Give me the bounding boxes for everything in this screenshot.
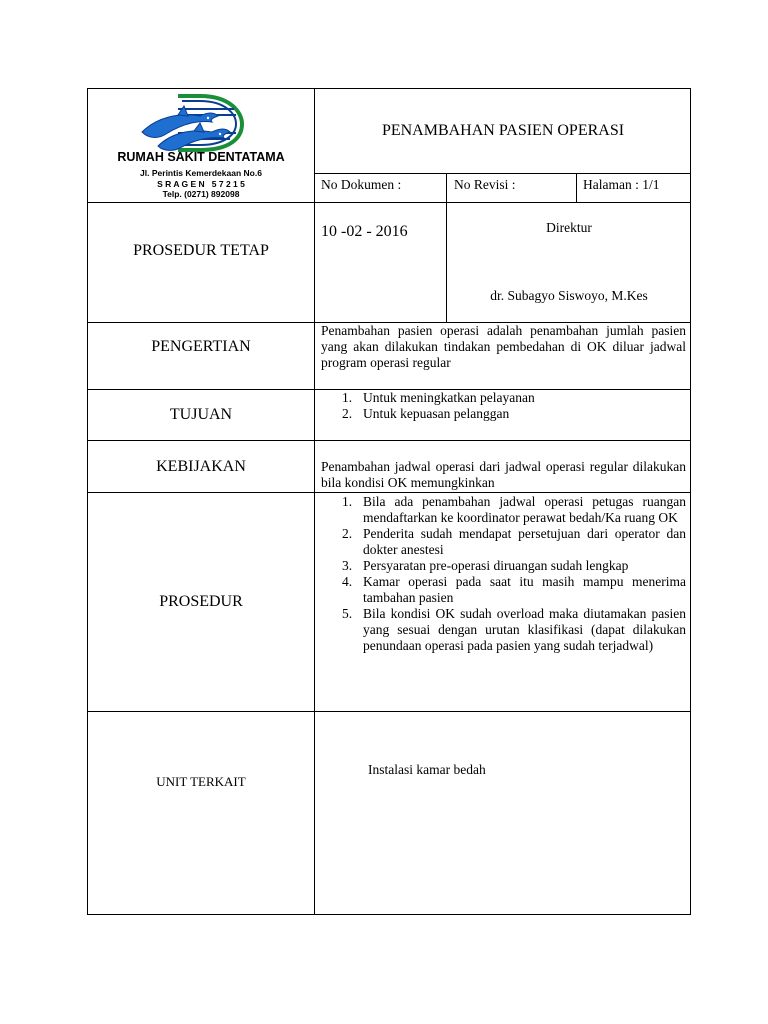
unit-terkait-label: UNIT TERKAIT bbox=[156, 774, 246, 789]
prosedur-list bbox=[336, 494, 686, 654]
kebijakan-label: KEBIJAKAN bbox=[156, 457, 246, 475]
no-dokumen-label: No Dokumen : bbox=[321, 177, 402, 192]
pengertian-label: PENGERTIAN bbox=[151, 338, 251, 355]
pengertian-text: Penambahan pasien operasi adalah penambahan jumlah pasien yang akan dilakukan tindakan pembedahan di OK diluar jadwal program operasi regular bbox=[321, 323, 686, 370]
halaman-divider bbox=[576, 173, 577, 202]
signer-name: dr. Subagyo Siswoyo, M.Kes bbox=[490, 288, 648, 303]
kebijakan-text: Penambahan jadwal operasi dari jadwal operasi regular dilakukan bila kondisi OK memungkinkan bbox=[321, 459, 686, 490]
title-divider bbox=[315, 173, 691, 174]
prosedur-label: PROSEDUR bbox=[159, 593, 243, 610]
list-item: 1. Untuk meningkatkan pelayanan bbox=[342, 390, 535, 405]
dolphin-logo-icon bbox=[138, 94, 248, 152]
unit-terkait-text: Instalasi kamar bedah bbox=[368, 762, 486, 777]
list-item: 5. Bila kondisi OK sudah overload maka diutamakan pasien yang sesuai dengan urutan klasifikasi (dapat dilakukan penundaan operasi pada pasien yang sudah terjadwal) bbox=[342, 606, 686, 653]
list-item: 3. Persyaratan pre-operasi diruangan sudah lengkap bbox=[342, 558, 629, 573]
sop-table bbox=[87, 88, 691, 915]
hospital-name: RUMAH SAKIT DENTATAMA bbox=[117, 150, 285, 164]
tujuan-list bbox=[336, 390, 686, 422]
no-revisi-label: No Revisi : bbox=[454, 177, 516, 192]
prosedur-tetap-label: PROSEDUR TETAP bbox=[133, 242, 269, 259]
list-item: 2. Untuk kepuasan pelanggan bbox=[342, 406, 510, 421]
list-item: 1. Bila ada penambahan jadwal operasi petugas ruangan mendaftarkan ke koordinator perawat bedah/Ka ruang OK bbox=[342, 494, 686, 525]
column-divider bbox=[314, 89, 315, 915]
list-item: 2. Penderita sudah mendapat persetujuan dari operator dan dokter anestesi bbox=[342, 526, 686, 557]
signer-title: Direktur bbox=[546, 220, 592, 235]
hospital-address: Jl. Perintis Kemerdekaan No.6 bbox=[140, 168, 262, 178]
halaman-label: Halaman : 1/1 bbox=[583, 177, 660, 192]
tanggal-terbit: 10 -02 - 2016 bbox=[321, 223, 408, 240]
revisi-divider bbox=[446, 173, 447, 202]
hospital-city: S R A G E N 5 7 2 1 5 bbox=[157, 179, 245, 189]
hospital-phone: Telp. (0271) 892098 bbox=[162, 189, 240, 199]
logo-cell bbox=[88, 89, 314, 202]
list-item: 4. Kamar operasi pada saat itu masih mampu menerima tambahan pasien bbox=[342, 574, 686, 605]
document-title: PENAMBAHAN PASIEN OPERASI bbox=[381, 122, 625, 139]
tujuan-label: TUJUAN bbox=[169, 406, 233, 423]
